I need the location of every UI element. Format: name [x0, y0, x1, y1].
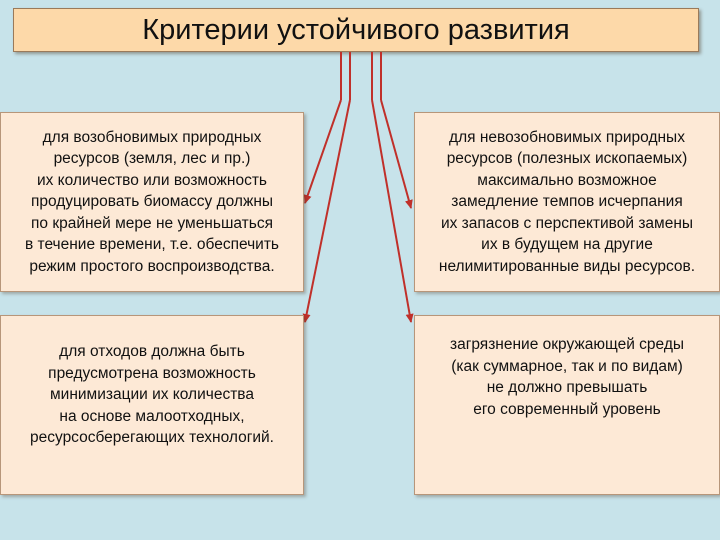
criterion-waste-text: для отходов должна быть предусмотрена возможность минимизации их количества на основе малоотходных, ресурсосберегающих технологий. — [30, 343, 274, 447]
criterion-nonrenewable-text: для невозобновимых природных ресурсов (полезных ископаемых) максимально возможное замедление темпов исчерпания их запасов с перспективой замены их в будущем на другие нелимитированные виды ресурсов. — [438, 128, 696, 275]
arrow-to-top-right — [381, 100, 411, 208]
diagram-title-text: Критерии устойчивого развития — [142, 13, 570, 46]
arrow-to-bottom-left — [305, 100, 350, 322]
criterion-renewable-text: для возобновимых природных ресурсов (земля, лес и пр.) их количество или возможность продуцировать биомассу должны по крайней мере не уменьшаться в течение времени, т.е. обеспечить режим простого воспроизводства. — [24, 128, 280, 275]
arrow-to-top-left — [305, 100, 341, 203]
criterion-pollution — [414, 315, 720, 495]
arrow-to-bottom-right — [372, 100, 411, 322]
criterion-renewable-resources — [0, 112, 304, 292]
criterion-nonrenewable-resources — [414, 112, 720, 292]
criterion-pollution-text: загрязнение окружающей среды (как суммарное, так и по видам) не должно превышать его современный уровень — [449, 336, 685, 418]
criterion-waste — [0, 315, 304, 495]
